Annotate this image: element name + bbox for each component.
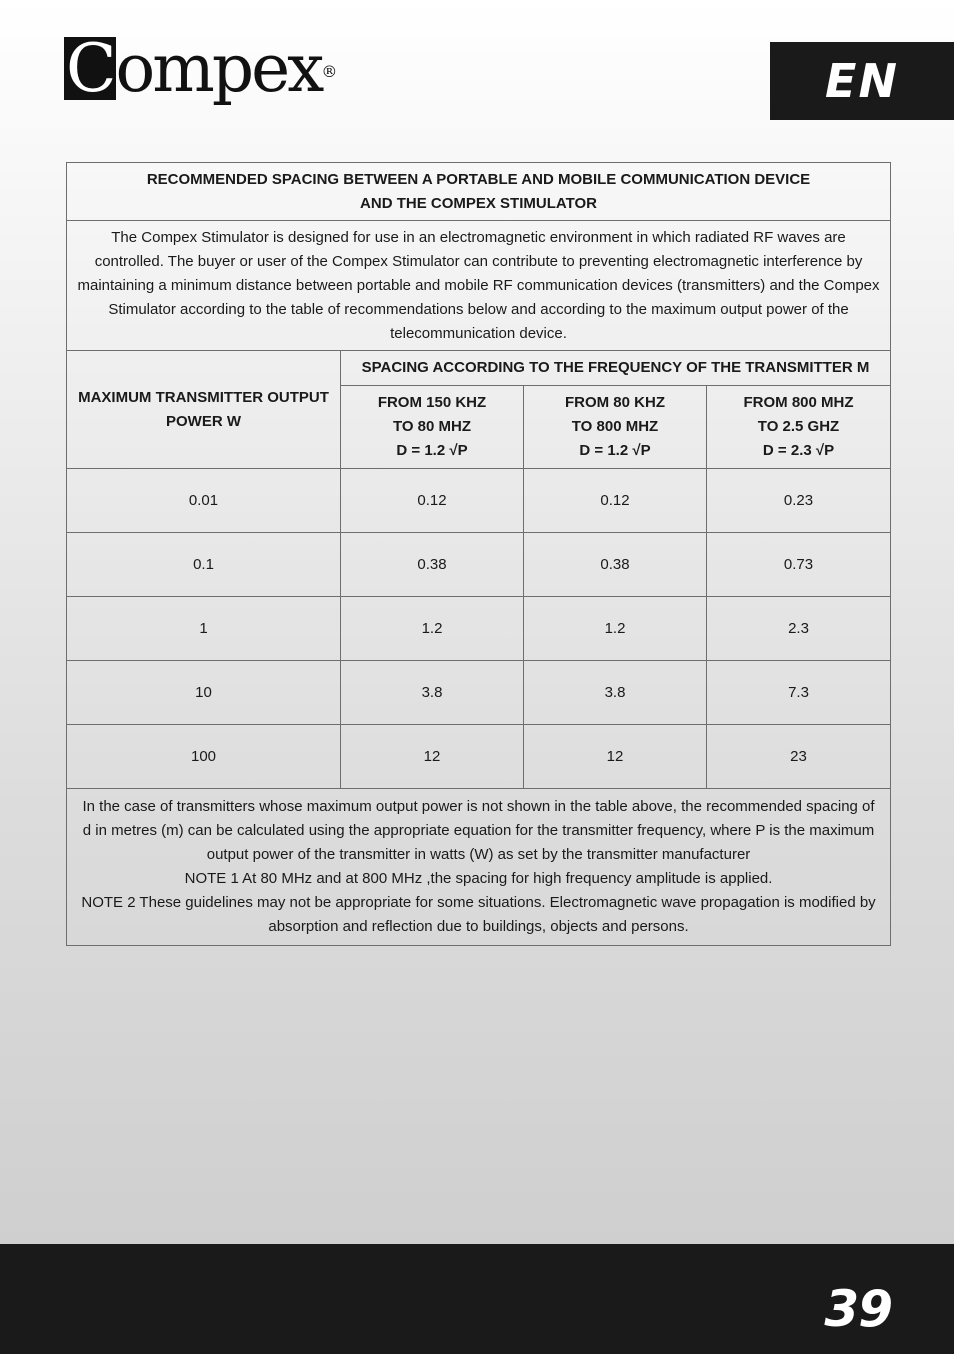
freq-header-3 — [707, 386, 891, 469]
table-cell: 1.2 — [524, 597, 707, 661]
freq-header-1 — [341, 386, 524, 469]
spacing-column-header: SPACING ACCORDING TO THE FREQUENCY OF THE TRANSMITTER M — [341, 351, 891, 386]
table-cell: 7.3 — [707, 661, 891, 725]
table-cell: 3.8 — [524, 661, 707, 725]
table-cell-power: 0.1 — [67, 533, 341, 597]
freq-header-formula: D = 1.2 √P — [396, 442, 468, 459]
table-row — [67, 661, 891, 725]
table-cell: 3.8 — [341, 661, 524, 725]
freq-header-formula: D = 2.3 √P — [762, 442, 835, 459]
table-row — [67, 533, 891, 597]
table-row — [67, 725, 891, 789]
table-cell: 1.2 — [341, 597, 524, 661]
table-notes — [67, 789, 891, 946]
page-footer — [0, 1244, 954, 1354]
table-cell-power: 0.01 — [67, 469, 341, 533]
table-notes-row — [67, 789, 891, 946]
table-cell: 0.38 — [341, 533, 524, 597]
compex-logo — [64, 30, 338, 107]
table-cell: 0.73 — [707, 533, 891, 597]
freq-header-line: TO 2.5 GHZ — [757, 418, 840, 435]
registered-mark: ® — [321, 62, 338, 81]
table-intro-text: The Compex Stimulator is designed for use in an electromagnetic environment in which radiated RF waves are controlled. The buyer or user of the Compex Stimulator can contribute to preventing electromagnetic interference by maintaining a minimum distance between portable and mobile RF communication devices (transmitters) and the Compex Stimulator according to the table of recommendations below and according to the maximum output power of the telecommunication device. — [67, 221, 891, 351]
table-header-row — [67, 351, 891, 386]
logo-initial: C — [66, 30, 114, 107]
note-1: NOTE 1 At 80 MHz and at 800 MHz ,the spacing for high frequency amplitude is applied. — [184, 870, 773, 887]
table-intro-row — [67, 221, 891, 351]
freq-header-formula: D = 1.2 √P — [579, 442, 651, 459]
table-title — [67, 163, 891, 221]
table-row — [67, 597, 891, 661]
freq-header-line: TO 80 MHZ — [392, 418, 472, 435]
table-cell: 12 — [341, 725, 524, 789]
table-cell: 0.12 — [524, 469, 707, 533]
table-title-line-1: RECOMMENDED SPACING BETWEEN A PORTABLE AND MOBILE COMMUNICATION DEVICE — [146, 170, 811, 188]
freq-header-2 — [524, 386, 707, 469]
table-cell: 23 — [707, 725, 891, 789]
table-cell: 0.12 — [341, 469, 524, 533]
page-number: 39 — [824, 1280, 892, 1338]
table-cell: 0.23 — [707, 469, 891, 533]
language-tab: EN — [770, 42, 954, 120]
table-cell: 12 — [524, 725, 707, 789]
table-cell: 2.3 — [707, 597, 891, 661]
spacing-table — [66, 162, 891, 946]
table-cell-power: 10 — [67, 661, 341, 725]
note-main: In the case of transmitters whose maximum output power is not shown in the table above, the recommended spacing of d in metres (m) can be calculated using the appropriate equation for the transmitter frequency, where P is the maximum output power of the transmitter in watts (W) as set by the transmitter manufacturer — [82, 798, 875, 863]
freq-header-line: FROM 150 KHZ — [377, 394, 487, 411]
freq-header-line: FROM 800 MHZ — [743, 394, 854, 411]
table-row — [67, 469, 891, 533]
freq-header-line: TO 800 MHZ — [571, 418, 659, 435]
logo-text: ompex — [115, 30, 322, 107]
note-2: NOTE 2 These guidelines may not be appropriate for some situations. Electromagnetic wave propagation is modified by absorption and reflection due to buildings, objects and persons. — [81, 894, 876, 935]
table-cell-power: 100 — [67, 725, 341, 789]
table-cell: 0.38 — [524, 533, 707, 597]
table-title-line-2: AND THE COMPEX STIMULATOR — [360, 194, 597, 212]
freq-header-line: FROM 80 KHZ — [564, 394, 665, 411]
table-title-row — [67, 163, 891, 221]
table-cell-power: 1 — [67, 597, 341, 661]
power-column-header: MAXIMUM TRANSMITTER OUTPUT POWER W — [67, 351, 341, 469]
